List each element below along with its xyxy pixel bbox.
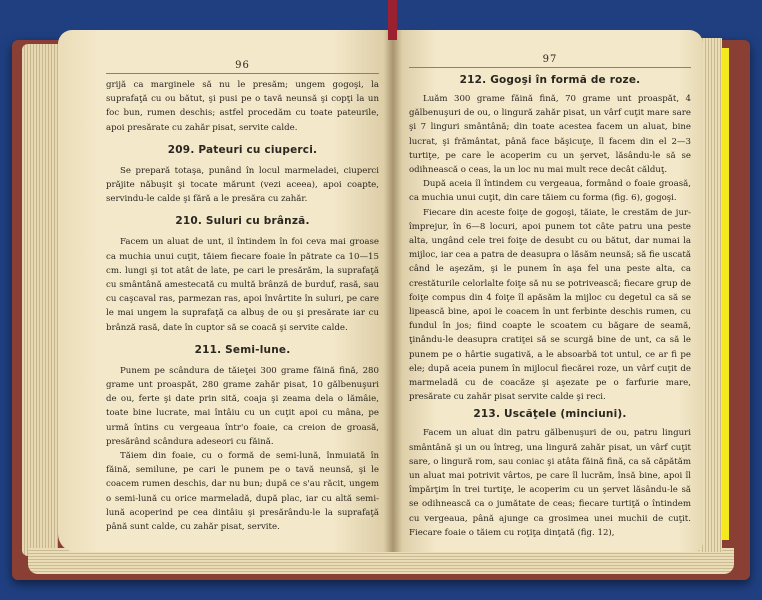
paragraph: Luăm 300 grame făină fină, 70 grame unt proaspăt, 4 gălbenuşuri de ou, o lingură zahăr pisat, un vârf cuţit mare sare şi 7 linguri smântână; din toate acestea facem un aluat, bine lucrat, şi frământat, până face băşicuţe, îl facem din el 2—3 turtiţe, pe care le acoperim cu un şervet, lăsându-le să se odihnească o ceas, la un loc nu mai mult rece decât călduţ.	[409, 94, 691, 176]
paragraph: Tăiem din foaie, cu o formă de semi-lună, înmuiată în făină, semilune, pe cari le punem pe o tavă neunsă, şi le coacem rumen deschis, dar nu bun; după ce s'au răcit, ungem o semi-lună cu orice marmeladă, după plac, iar cu altă semi-lună acoperind pe cea dintâiu şi presărându-le la suprafaţă până sunt calde, cu zahăr pisat, servite.	[106, 451, 379, 533]
paragraph: Facem un aluat din patru gălbenuşuri de ou, patru linguri smântână şi un ou întreg, una lingură zahăr pisat, un vârf cuţit sare, o lingură rom, sau coniac şi atâta făină fină, ca să căpătăm un aluat mai potrivit vârtos, pe care îl lucrăm, însă bine, apoi îl împărţim în trei turtiţe, le acoperim cu un şervet lăsându-le să se odihnească ca o jumătate de ceas; fiecare turtiţă o întindem cu vergeaua, până ajunge ca grosimea unei muchii de cuţit. Fiecare foaie o tăiem cu roţiţa dinţată (fig. 12),	[409, 428, 691, 538]
page-number-right: 97	[409, 54, 691, 68]
paragraph: După aceia îl întindem cu vergeaua, formând o foaie groasă, ca muchia unui cuţit, din care tăiem cu forma (fig. 6), gogoşi.	[409, 179, 691, 204]
page-edges-left	[22, 44, 58, 556]
paragraph: Facem un aluat de unt, il întindem în foi ceva mai groase ca muchia unui cuţit, tăiem fiecare foaie în pătrate ca 10—15 cm. lungi şi tot atât de late, pe cari le presărăm, la suprafaţă cu smântână amestecată cu multă brânză de burduf, rasă, sau cu caşcaval ras, parmezan ras, apoi învârtite în suluri, pe care le mai ungem la suprafaţă ca albuş de ou şi presărate iar cu brânză rasă, date în cuptor să se coacă şi servite calde.	[106, 237, 379, 333]
recipe-title-213: 213. Uscăţele (minciuni).	[473, 408, 627, 421]
page-edges-right	[700, 38, 722, 552]
paragraph: Punem pe scândura de tăieţei 300 grame făină fină, 280 grame unt proaspăt, 280 grame zahăr pisat, 10 gălbenuşuri de ou, ferte şi date prin sită, coaja şi zeama dela o lămâie, toate bine lucrate, mai întâiu cu un cuţit apoi cu mâna, pe urmă întins cu vergeaua într'o foaie, ca creion de groasă, presărând scândura adeseori cu făină.	[106, 365, 379, 447]
right-page	[393, 30, 703, 552]
recipe-title-210: 210. Suluri cu brânză.	[175, 215, 310, 228]
paragraph: Fiecare din aceste foiţe de gogoşi, tăiate, le crestăm de jur-împrejur, în 6—8 locuri, apoi punem tot câte patru una peste alta, ungând cele trei foiţe de desubt cu ou bătut, dar numai la mijloc, iar cea a patra de deasupra o lăsăm neunsă; să fie uscată când le aşezăm, şi le punem în aşa fel una peste alta, ca crestăturile celorlalte foiţe să nu se potrivească; fiecare grup de foiţe compus din 4 foiţe îl apăsăm la mijloc cu degetul ca să se lipească bine, apoi le coacem în unt ferbinte deschis rumen, cu fundul în jos; fiind coapte le scoatem cu băgare de seamă, ţinându-le deasupra cratiţei să se scurgă bine de unt, ca să le punem pe o hârtie sugativă, a le absoarbă tot untul, ce ar fi pe ele; după aceia punem în mijlocul fiecărei roze, un vârf cuţit de marmeladă cu de coacăze şi aşezate pe o farfurie mare, presărate cu zahăr pisat servite calde şi reci.	[409, 207, 691, 403]
recipe-title-212: 212. Gogoşi în formă de roze.	[459, 74, 641, 86]
paragraph: Se prepară totaşa, punând în locul marmeladei, ciuperci prăjite năbuşit şi tocate mărunt (vezi aceea), apoi coapte, servindu-le calde şi fără a le presăra cu zahăr.	[106, 165, 379, 205]
left-page	[58, 30, 393, 552]
paragraph: grijă ca marginele să nu le presăm; ungem gogoşi, la suprafaţă cu ou bătut, şi pusi pe o tavă neunsă şi copţi la un foc bun, rumen deschis; astfel procedăm cu toate pateurile, apoi presărate cu zahăr pisat, servite calde.	[106, 80, 379, 133]
book-gutter	[384, 30, 402, 552]
ribbon-bookmark	[388, 0, 397, 40]
page-number-left: 96	[106, 60, 379, 74]
recipe-title-211: 211. Semi-lune.	[194, 343, 291, 356]
recipe-title-209: 209. Pateuri cu ciuperci.	[167, 143, 318, 156]
